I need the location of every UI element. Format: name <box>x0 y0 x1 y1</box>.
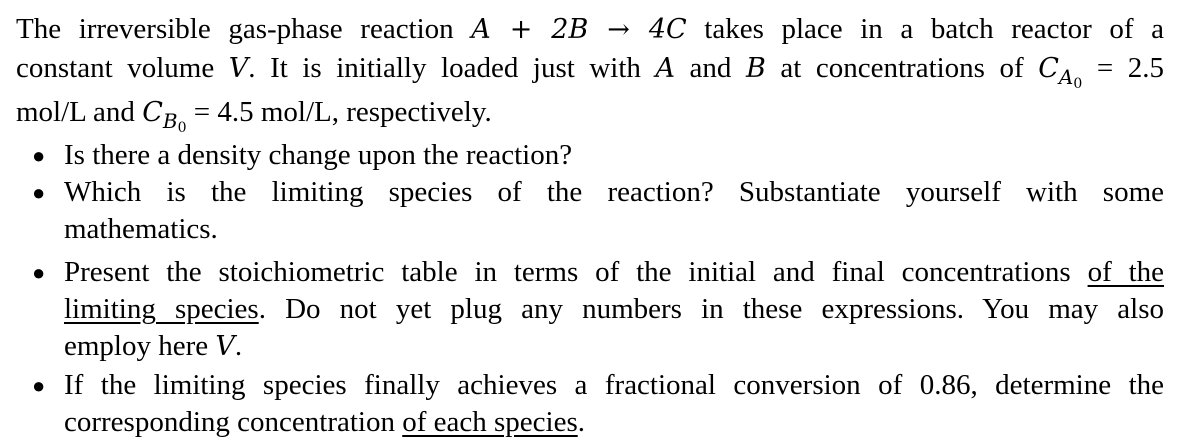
concentration-symbol: C <box>1038 53 1059 84</box>
question-item-stoichiometry <box>16 254 1164 365</box>
bullet-icon: ● <box>32 143 46 168</box>
question-text: Is there a density change upon the reaction? <box>64 139 573 171</box>
initial-concentration-b <box>142 96 492 136</box>
question-text: Present the stoichiometric table in terms of the initial and final concentrations <box>64 256 1071 288</box>
question-text: . <box>577 406 585 438</box>
bullet-icon: ● <box>32 260 46 285</box>
concentration-subscript <box>162 109 187 136</box>
question-text: . <box>234 330 243 362</box>
initial-concentration-a <box>1038 52 1165 92</box>
question-text: . Do not yet plug any numbers in these expressions. You may also <box>258 293 1164 325</box>
species-a-symbol: A <box>655 53 675 84</box>
statement-text: . It is initially loaded just with <box>248 52 641 84</box>
question-line <box>64 404 1164 441</box>
subscript-index: 0 <box>1073 76 1083 92</box>
problem-statement <box>16 10 1164 137</box>
question-line <box>64 328 1164 365</box>
species-b-symbol: B <box>745 53 766 84</box>
underlined-text: limiting species <box>64 293 259 325</box>
volume-symbol: V <box>215 331 235 362</box>
question-item-conversion <box>16 367 1164 441</box>
statement-text: The irreversible gas-phase reaction <box>16 13 454 45</box>
question-line <box>64 254 1164 291</box>
statement-text: and <box>689 52 732 84</box>
statement-line-3 <box>16 93 1164 137</box>
reaction-equation: A + 2B → 4C <box>471 14 687 45</box>
statement-line-1 <box>16 10 1164 49</box>
subscript-species: A <box>1058 65 1074 89</box>
statement-text: constant volume <box>16 52 215 84</box>
subscript-index: 0 <box>177 120 187 136</box>
question-text: corresponding concentration <box>64 406 395 438</box>
question-text: mathematics. <box>64 213 218 245</box>
concentration-symbol: C <box>142 97 163 128</box>
statement-text: takes place in a batch reactor of a <box>704 13 1165 45</box>
question-text: employ here <box>64 330 209 362</box>
concentration-subscript <box>1058 65 1083 92</box>
question-item-density <box>16 137 1164 174</box>
concentration-value: = 2.5 <box>1096 52 1165 84</box>
concentration-value: = 4.5 mol/L, respectively. <box>193 96 492 128</box>
question-item-limiting <box>16 174 1164 248</box>
question-text: If the limiting species finally achieves a fractional conversion of 0.86, determine the <box>64 369 1164 401</box>
subscript-species: B <box>162 109 178 133</box>
bullet-icon: ● <box>32 180 46 205</box>
underlined-text: of the <box>1087 256 1165 288</box>
question-line <box>64 291 1164 328</box>
underlined-text: of each species <box>402 406 578 438</box>
question-text: Which is the limiting species of the reaction? Substantiate yourself with some <box>64 176 1164 208</box>
statement-line-2 <box>16 49 1164 93</box>
question-list <box>16 137 1166 441</box>
statement-text: mol/L and <box>16 96 135 128</box>
bullet-icon: ● <box>32 373 46 398</box>
volume-symbol: V <box>228 53 249 84</box>
statement-text: at concentrations of <box>780 52 1024 84</box>
